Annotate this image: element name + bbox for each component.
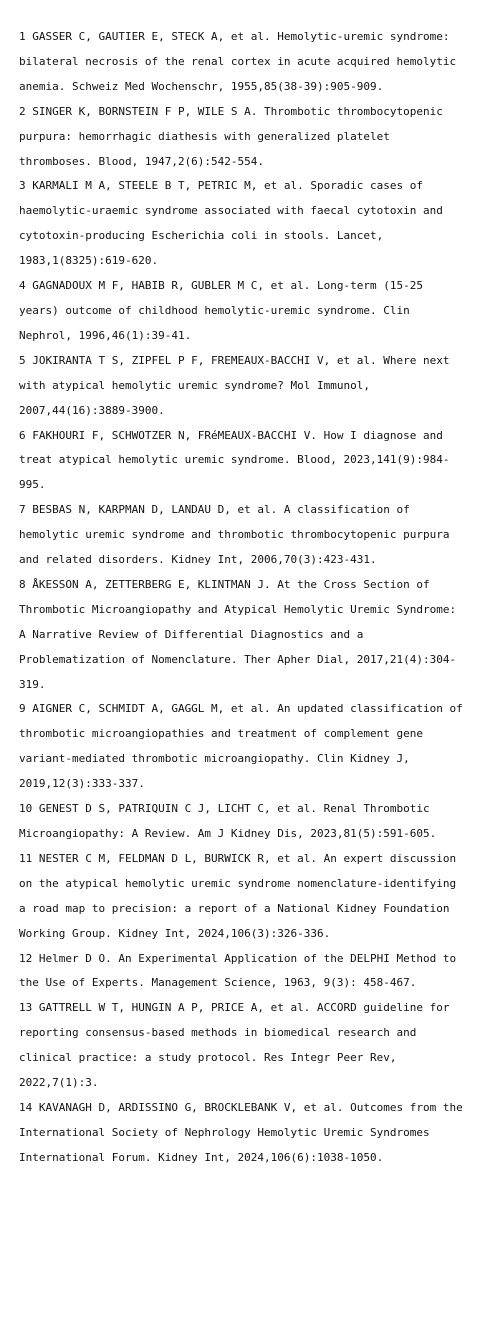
reference-6: 6 FAKHOURI F, SCHWOTZER N, FRéMEAUX-BACCHI V. How I diagnose and treat atypical hemolytic uremic syndrome. Blood, 2023,141(9):984-995. xyxy=(19,428,450,492)
reference-9: 9 AIGNER C, SCHMIDT A, GAGGL M, et al. An updated classification of thrombotic microangiopathies and treatment of complement gene variant-mediated thrombotic microangiopathy. Clin Kidney J, 2019,12(3):333-337. xyxy=(19,702,470,791)
reference-12: 12 Helmer D O. An Experimental Application of the DELPHI Method to the Use of Experts. Management Science, 1963, 9(3): 458-467. xyxy=(19,951,463,990)
reference-14: 14 KAVANAGH D, ARDISSINO G, BROCKLEBANK V, et al. Outcomes from the International Society of Nephrology Hemolytic Uremic Syndromes International Forum. Kidney Int, 2024,106(6):1038-1050. xyxy=(19,1100,470,1164)
reference-1: 1 GASSER C, GAUTIER E, STECK A, et al. Hemolytic-uremic syndrome: bilateral necrosis of the renal cortex in acute acquired hemolytic anemia. Schweiz Med Wochenschr, 1955,85(38-39):905-909. xyxy=(19,30,463,93)
reference-list xyxy=(19,25,468,1171)
reference-4: 4 GAGNADOUX M F, HABIB R, GUBLER M C, et al. Long-term (15-25 years) outcome of childhood hemolytic-uremic syndrome. Clin Nephrol, 1996,46(1):39-41. xyxy=(19,279,430,342)
reference-7: 7 BESBAS N, KARPMAN D, LANDAU D, et al. A classification of hemolytic uremic syndrome and thrombotic thrombocytopenic purpura and related disorders. Kidney Int, 2006,70(3):423-431. xyxy=(19,503,457,567)
reference-13: 13 GATTRELL W T, HUNGIN A P, PRICE A, et al. ACCORD guideline for reporting consensus-based methods in biomedical research and clinical practice: a study protocol. Res Integr Peer Rev, 2022,7(1):3. xyxy=(19,1001,457,1090)
reference-10: 10 GENEST D S, PATRIQUIN C J, LICHT C, et al. Renal Thrombotic Microangiopathy: A Review. Am J Kidney Dis, 2023,81(5):591-605. xyxy=(19,802,437,840)
reference-5: 5 JOKIRANTA T S, ZIPFEL P F, FREMEAUX-BACCHI V, et al. Where next with atypical hemolytic uremic syndrome? Mol Immunol, 2007,44(16):3889-3900. xyxy=(19,353,457,417)
reference-2: 2 SINGER K, BORNSTEIN F P, WILE S A. Thrombotic thrombocytopenic purpura: hemorrhagic diathesis with generalized platelet thromboses. Blood, 1947,2(6):542-554. xyxy=(19,104,450,168)
reference-11: 11 NESTER C M, FELDMAN D L, BURWICK R, et al. An expert discussion on the atypical hemolytic uremic syndrome nomenclature-identifying a road map to precision: a report of a National Kidney Foundation Working Group. Kidney Int, 2024,106(3):326-336. xyxy=(19,851,463,940)
reference-8: 8 ÅKESSON A, ZETTERBERG E, KLINTMAN J. At the Cross Section of Thrombotic Microangiopathy and Atypical Hemolytic Uremic Syndrome: A Narrative Review of Differential Diagnostics and a Problematization of Nomenclature. Ther Apher Dial, 2017,21(4):304-319. xyxy=(19,577,463,691)
reference-3: 3 KARMALI M A, STEELE B T, PETRIC M, et al. Sporadic cases of haemolytic-uraemic syndrome associated with faecal cytotoxin and cytotoxin-producing Escherichia coli in stools. Lancet, 1983,1(8325):619-620. xyxy=(19,179,450,268)
